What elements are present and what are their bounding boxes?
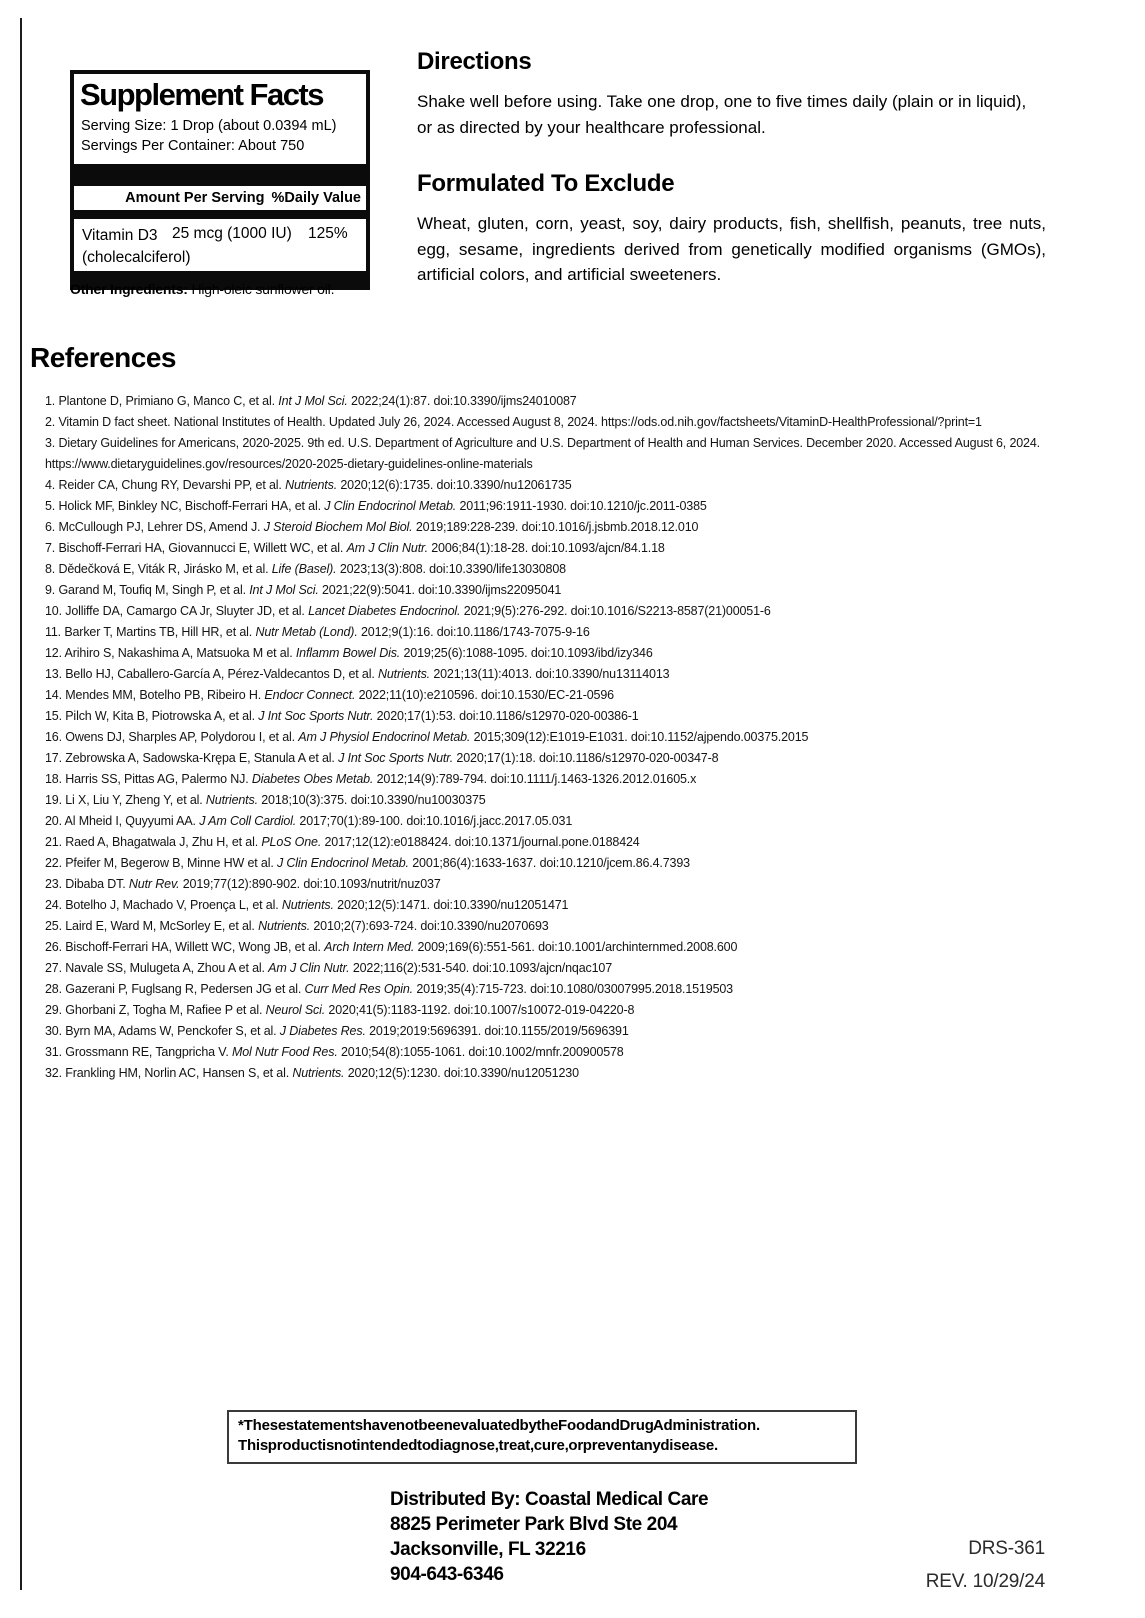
reference-item: 6. McCullough PJ, Lehrer DS, Amend J. J Steroid Biochem Mol Biol. 2019;189:228-239. doi:10.1016/j.jsbmb.2018.12.010 — [45, 520, 699, 534]
reference-item: 17. Zebrowska A, Sadowska-Krępa E, Stanula A et al. J Int Soc Sports Nutr. 2020;17(1):18. doi:10.1186/s12970-020-00347-8 — [45, 751, 719, 765]
reference-item: 32. Frankling HM, Norlin AC, Hansen S, et al. Nutrients. 2020;12(5):1230. doi:10.3390/nu12051230 — [45, 1066, 579, 1080]
reference-item: 4. Reider CA, Chung RY, Devarshi PP, et al. Nutrients. 2020;12(6):1735. doi:10.3390/nu12061735 — [45, 478, 572, 492]
references-list — [45, 391, 1114, 1084]
nutrient-row — [74, 219, 366, 271]
reference-item: 30. Byrn MA, Adams W, Penckofer S, et al. J Diabetes Res. 2019;2019:5696391. doi:10.1155/2019/5696391 — [45, 1024, 629, 1038]
distributor-address: 8825 Perimeter Park Blvd Ste 204 — [390, 1514, 678, 1535]
reference-item: 7. Bischoff-Ferrari HA, Giovannucci E, Willett WC, et al. Am J Clin Nutr. 2006;84(1):18-28. doi:10.1093/ajcn/84.1.18 — [45, 541, 665, 555]
reference-item: 31. Grossmann RE, Tangpricha V. Mol Nutr Food Res. 2010;54(8):1055-1061. doi:10.1002/mnfr.200900578 — [45, 1045, 624, 1059]
divider-bar-thick — [74, 164, 366, 186]
other-ingredients — [70, 281, 390, 297]
reference-item: 3. Dietary Guidelines for Americans, 2020-2025. 9th ed. U.S. Department of Agriculture and U.S. Department of Health and Human Services. December 2020. Accessed August 6, 2024. https://www.dietaryguidelines.gov/resources/2020-2025-dietary-guidelines-online-materials — [45, 433, 1114, 475]
reference-item: 23. Dibaba DT. Nutr Rev. 2019;77(12):890-902. doi:10.1093/nutrit/nuz037 — [45, 877, 441, 891]
reference-item: 22. Pfeifer M, Begerow B, Minne HW et al. J Clin Endocrinol Metab. 2001;86(4):1633-1637. doi:10.1210/jcem.86.4.7393 — [45, 856, 690, 870]
distributor-city: Jacksonville, FL 32216 — [390, 1539, 586, 1560]
reference-item: 1. Plantone D, Primiano G, Manco C, et al. Int J Mol Sci. 2022;24(1):87. doi:10.3390/ijms24010087 — [45, 394, 577, 408]
reference-item: 24. Botelho J, Machado V, Proença L, et al. Nutrients. 2020;12(5):1471. doi:10.3390/nu12051471 — [45, 898, 569, 912]
reference-item: 25. Laird E, Ward M, McSorley E, et al. Nutrients. 2010;2(7):693-724. doi:10.3390/nu2070693 — [45, 919, 549, 933]
divider-bar-mid — [74, 210, 366, 219]
serving-size: Serving Size: 1 Drop (about 0.0394 mL) — [81, 117, 337, 134]
references-heading: References — [30, 342, 176, 373]
directions-text: Shake well before using. Take one drop, one to five times daily (plain or in liquid), or as directed by your healthcare professional. — [417, 92, 1027, 137]
reference-item: 2. Vitamin D fact sheet. National Institutes of Health. Updated July 26, 2024. Accessed August 8, 2024. https://ods.od.nih.gov/factsheets/VitaminD-HealthProfessional/?print=1 — [45, 415, 982, 429]
reference-item: 15. Pilch W, Kita B, Piotrowska A, et al. J Int Soc Sports Nutr. 2020;17(1):53. doi:10.1186/s12970-020-00386-1 — [45, 709, 639, 723]
formulated-to-exclude-text: Wheat, gluten, corn, yeast, soy, dairy products, fish, shellfish, peanuts, tree nuts, egg, sesame, ingredients derived from genetically modified organisms (GMOs), artificial colors, and artificial sweeteners. — [417, 214, 1046, 284]
directions-heading: Directions — [417, 48, 532, 75]
fda-disclaimer-line1: *These statements have not been evaluated by the Food and Drug Administration. — [238, 1417, 760, 1434]
left-edge-rule — [20, 18, 22, 1590]
supplement-facts-panel — [70, 70, 370, 290]
reference-item: 13. Bello HJ, Caballero-García A, Pérez-Valdecantos D, et al. Nutrients. 2021;13(11):4013. doi:10.3390/nu13114013 — [45, 667, 670, 681]
serving-info — [74, 114, 366, 164]
reference-item: 10. Jolliffe DA, Camargo CA Jr, Sluyter JD, et al. Lancet Diabetes Endocrinol. 2021;9(5):276-292. doi:10.1016/S2213-8587(21)00051-6 — [45, 604, 771, 618]
distributor-name: Distributed By: Coastal Medical Care — [390, 1489, 709, 1510]
formulated-to-exclude-heading: Formulated To Exclude — [417, 170, 675, 197]
reference-item: 8. Dědečková E, Viták R, Jirásko M, et al. Life (Basel). 2023;13(3):808. doi:10.3390/life13030808 — [45, 562, 566, 576]
revision-date: REV. 10/29/24 — [925, 1571, 1045, 1592]
fda-disclaimer-line2: This product is not intended to diagnose, treat, cure, or prevent any disease. — [238, 1437, 718, 1455]
reference-item: 18. Harris SS, Pittas AG, Palermo NJ. Diabetes Obes Metab. 2012;14(9):789-794. doi:10.1111/j.1463-1326.2012.01605.x — [45, 772, 697, 786]
distributor-block — [390, 1487, 708, 1587]
amount-per-serving-header: Amount Per Serving — [125, 189, 265, 206]
other-ingredients-label: Other Ingredients: — [70, 281, 188, 297]
right-column — [417, 48, 1046, 288]
footer-meta — [926, 1532, 1045, 1598]
reference-item: 12. Arihiro S, Nakashima A, Matsuoka M et al. Inflamm Bowel Dis. 2019;25(6):1088-1095. doi:10.1093/ibd/izy346 — [45, 646, 653, 660]
reference-item-continuation: https://www.dietaryguidelines.gov/resources/2020-2025-dietary-guidelines-online-materials — [45, 457, 533, 471]
reference-item: 29. Ghorbani Z, Togha M, Rafiee P et al. Neurol Sci. 2020;41(5):1183-1192. doi:10.1007/s10072-019-04220-8 — [45, 1003, 635, 1017]
reference-item: 16. Owens DJ, Sharples AP, Polydorou I, et al. Am J Physiol Endocrinol Metab. 2015;309(12):E1019-E1031. doi:10.1152/ajpendo.00375.2015 — [45, 730, 809, 744]
supplement-facts-title: Supplement Facts — [80, 77, 323, 112]
reference-item: 26. Bischoff-Ferrari HA, Willett WC, Wong JB, et al. Arch Intern Med. 2009;169(6):551-561. doi:10.1001/archinternmed.2008.600 — [45, 940, 738, 954]
facts-header-row — [74, 186, 366, 210]
distributor-phone: 904-643-6346 — [390, 1564, 504, 1585]
reference-item: 27. Navale SS, Mulugeta A, Zhou A et al. Am J Clin Nutr. 2022;116(2):531-540. doi:10.1093/ajcn/nqac107 — [45, 961, 613, 975]
nutrient-amount: 25 mcg (1000 IU) — [172, 224, 292, 242]
reference-item: 21. Raed A, Bhagatwala J, Zhu H, et al. PLoS One. 2017;12(12):e0188424. doi:10.1371/journal.pone.0188424 — [45, 835, 640, 849]
reference-item: 28. Gazerani P, Fuglsang R, Pedersen JG et al. Curr Med Res Opin. 2019;35(4):715-723. doi:10.1080/03007995.2018.1519503 — [45, 982, 733, 996]
nutrient-daily-value: 125% — [308, 224, 348, 242]
other-ingredients-text: High-oleic sunflower oil. — [187, 281, 335, 297]
nutrient-name-line1: Vitamin D3 — [82, 226, 158, 244]
nutrient-name-line2: (cholecalciferol) — [82, 249, 191, 267]
reference-item: 11. Barker T, Martins TB, Hill HR, et al. Nutr Metab (Lond). 2012;9(1):16. doi:10.1186/1743-7075-9-16 — [45, 625, 590, 639]
servings-per-container: Servings Per Container: About 750 — [81, 138, 305, 155]
product-code: DRS-361 — [968, 1538, 1045, 1559]
fda-disclaimer-box — [227, 1410, 857, 1464]
reference-item: 20. Al Mheid I, Quyyumi AA. J Am Coll Cardiol. 2017;70(1):89-100. doi:10.1016/j.jacc.2017.05.031 — [45, 814, 573, 828]
references-section — [30, 342, 1114, 1084]
reference-item: 14. Mendes MM, Botelho PB, Ribeiro H. Endocr Connect. 2022;11(10):e210596. doi:10.1530/EC-21-0596 — [45, 688, 614, 702]
reference-item: 5. Holick MF, Binkley NC, Bischoff-Ferrari HA, et al. J Clin Endocrinol Metab. 2011;96:1911-1930. doi:10.1210/jc.2011-0385 — [45, 499, 707, 513]
reference-item: 19. Li X, Liu Y, Zheng Y, et al. Nutrients. 2018;10(3):375. doi:10.3390/nu10030375 — [45, 793, 486, 807]
daily-value-header: %Daily Value — [271, 189, 361, 206]
reference-item: 9. Garand M, Toufiq M, Singh P, et al. Int J Mol Sci. 2021;22(9):5041. doi:10.3390/ijms22095041 — [45, 583, 562, 597]
